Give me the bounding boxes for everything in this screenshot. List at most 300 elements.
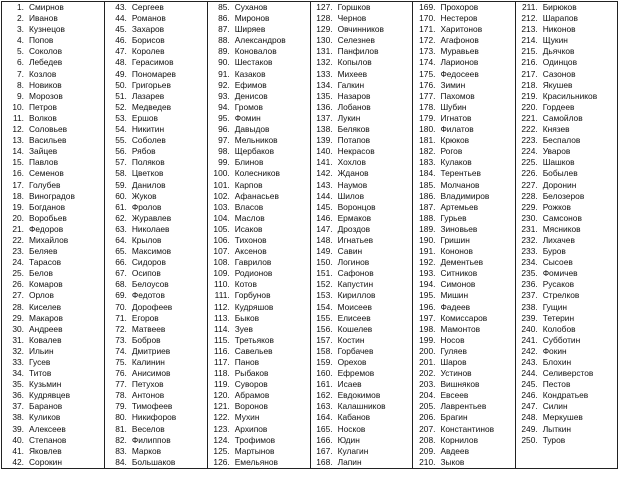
surname-cell [2, 46, 105, 57]
surname: Некрасов [337, 146, 375, 157]
surname: Панов [234, 357, 260, 367]
entry-number: 116. [214, 345, 230, 356]
table-row [2, 57, 618, 68]
surname-cell [413, 379, 515, 390]
surname: Кабанов [337, 412, 371, 423]
surname: Гусев [29, 357, 51, 367]
surname-cell [310, 246, 413, 257]
surname: Дорофеев [131, 301, 173, 312]
entry-number: 76. [115, 368, 127, 379]
surname-cell [310, 268, 413, 279]
surname: Баранов [29, 401, 63, 412]
surname-cell [2, 390, 105, 401]
entry-number: 84. [115, 456, 127, 467]
table-row [2, 290, 618, 301]
entry-number: 65. [115, 246, 127, 257]
surname: Брагин [440, 412, 468, 423]
entry-number: 218. [521, 79, 538, 90]
surname: Шилов [337, 190, 365, 201]
entry-number: 63. [115, 223, 127, 234]
surname-cell [310, 302, 413, 313]
surname: Новиков [29, 79, 62, 90]
surname: Калинин [131, 357, 165, 367]
surname: Константинов [440, 423, 495, 434]
entry-number: 79. [115, 401, 127, 412]
surname: Горбачев [337, 345, 374, 356]
surname: Никонов [542, 24, 576, 35]
entry-number: 103. [213, 201, 230, 212]
entry-number: 88. [218, 35, 230, 46]
entry-number: 29. [12, 312, 24, 323]
entry-number: 201. [419, 357, 436, 367]
surname-cell [207, 157, 310, 168]
surname: Гришин [440, 234, 470, 245]
surname-cell [515, 202, 617, 213]
surname: Нестеров [440, 13, 478, 24]
surname-cell [104, 401, 207, 412]
entry-number: 11. [12, 112, 24, 123]
entry-number: 8. [17, 79, 24, 90]
entry-number: 123. [213, 423, 230, 434]
surname-cell [207, 313, 310, 324]
surname-cell [310, 57, 413, 68]
surname-cell [104, 335, 207, 346]
table-row [2, 80, 618, 91]
entry-number: 164. [316, 412, 333, 423]
entry-number: 232. [521, 234, 538, 245]
surname-cell [104, 146, 207, 157]
surname: Ильин [29, 345, 54, 356]
entry-number: 115. [214, 334, 230, 345]
surname: Сидоров [131, 257, 166, 268]
entry-number: 34. [12, 368, 24, 379]
entry-number: 50. [115, 79, 127, 90]
surname: Беляков [337, 124, 370, 135]
entry-number: 154. [316, 301, 333, 312]
surname-cell [207, 146, 310, 157]
surname-cell [104, 346, 207, 357]
surname: Наумов [337, 179, 368, 190]
surname: Блинов [234, 157, 264, 168]
surname: Белов [29, 268, 53, 279]
entry-number: 100. [213, 168, 230, 179]
entry-number: 140. [316, 146, 333, 157]
entry-number: 180. [419, 124, 436, 135]
surname: Смирнов [29, 2, 64, 12]
entry-number: 171. [419, 24, 436, 35]
surname-cell [310, 102, 413, 113]
entry-number: 219. [521, 90, 538, 101]
surname-cell [104, 313, 207, 324]
surname: Беляев [29, 246, 58, 257]
entry-number: 1. [17, 2, 24, 12]
entry-number: 61. [115, 201, 127, 212]
surname-cell [104, 46, 207, 57]
surname: Никифоров [131, 412, 177, 423]
surname-cell [413, 401, 515, 412]
surname-cell [207, 346, 310, 357]
surname-cell [104, 224, 207, 235]
surname: Дементьев [440, 257, 484, 268]
table-row [2, 91, 618, 102]
surname: Казаков [234, 68, 266, 79]
surname-cell [104, 135, 207, 146]
surname: Гуляев [440, 345, 467, 356]
surname-cell [413, 324, 515, 335]
entry-number: 170. [419, 13, 436, 24]
surname: Дьячков [542, 46, 575, 57]
surname: Крюков [440, 135, 470, 146]
entry-number: 35. [12, 379, 24, 390]
surname: Евдокимов [337, 390, 381, 401]
surname: Гаврилов [234, 257, 272, 268]
surname-cell [207, 246, 310, 257]
entry-number: 96. [218, 124, 230, 135]
entry-number: 120. [213, 390, 230, 401]
surname: Пахомов [440, 90, 475, 101]
table-row [2, 379, 618, 390]
surname: Лазарев [131, 90, 165, 101]
surname-cell [413, 446, 515, 457]
table-row [2, 457, 618, 469]
surname-cell [2, 2, 105, 14]
surname-cell [413, 157, 515, 168]
surname-cell [104, 202, 207, 213]
entry-number: 108. [213, 257, 230, 268]
surname: Красильников [542, 90, 598, 101]
surname: Степанов [29, 434, 67, 445]
surname: Назаров [337, 90, 371, 101]
entry-number: 57. [115, 157, 127, 168]
surname: Потапов [337, 135, 371, 146]
surname: Тарасов [29, 257, 62, 268]
surname-cell [515, 224, 617, 235]
surname-cell [207, 46, 310, 57]
surname-cell [515, 346, 617, 357]
table-row [2, 24, 618, 35]
entry-number: 71. [115, 312, 127, 323]
surname-cell [2, 157, 105, 168]
surname: Носов [440, 334, 465, 345]
surname: Жданов [337, 168, 369, 179]
surname-cell [515, 268, 617, 279]
surname: Гущин [542, 301, 568, 312]
surname-cell [310, 24, 413, 35]
surname-cell [207, 202, 310, 213]
surname: Денисов [234, 90, 268, 101]
surname: Ковалев [29, 334, 62, 345]
surname: Данилов [131, 179, 166, 190]
entry-number: 191. [419, 246, 436, 257]
surname: Емельянов [234, 456, 278, 467]
surname: Рыбаков [234, 368, 269, 379]
surname-cell [207, 235, 310, 246]
surname: Петухов [131, 379, 164, 390]
surname-cell [104, 69, 207, 80]
surname-cell [2, 80, 105, 91]
surname: Никитин [131, 124, 165, 135]
entry-number: 209. [419, 445, 436, 456]
entry-number: 42. [12, 456, 24, 467]
surname: Горшков [337, 2, 371, 12]
entry-number: 49. [115, 68, 127, 79]
entry-number: 175. [419, 68, 436, 79]
surname: Туров [542, 434, 566, 445]
entry-number: 32. [12, 345, 24, 356]
surname-cell [413, 213, 515, 224]
surname-cell [515, 213, 617, 224]
entry-number: 196. [419, 301, 436, 312]
surname-cell [207, 412, 310, 423]
surname: Карпов [234, 179, 263, 190]
entry-number: 129. [316, 24, 333, 35]
entry-number: 37. [12, 401, 24, 412]
surname-cell [310, 69, 413, 80]
surname-cell [2, 424, 105, 435]
surname: Кузнецов [29, 24, 65, 35]
entry-number: 206. [419, 412, 436, 423]
surname: Богданов [29, 201, 66, 212]
entry-number: 105. [213, 223, 230, 234]
surname-cell [104, 390, 207, 401]
entry-number: 58. [115, 168, 127, 179]
surname-cell [2, 435, 105, 446]
surname-cell [104, 24, 207, 35]
surname: Дроздов [337, 223, 371, 234]
surname: Лаврентьев [440, 401, 487, 412]
entry-number: 110. [214, 279, 230, 290]
surname: Бобылев [542, 168, 578, 179]
surname-cell [2, 379, 105, 390]
surname-cell [413, 368, 515, 379]
surname: Самойлов [542, 112, 583, 123]
surname: Воронов [234, 401, 269, 412]
surname: Зыков [440, 456, 465, 467]
surname: Прохоров [440, 2, 479, 12]
surname-cell [515, 57, 617, 68]
surname-cell [104, 279, 207, 290]
surname-cell [310, 412, 413, 423]
surname-cell [515, 246, 617, 257]
entry-number: 223. [521, 135, 538, 146]
surname: Соколов [29, 46, 63, 57]
entry-number: 133. [316, 68, 333, 79]
entry-number: 111. [214, 290, 230, 301]
entry-number: 241. [521, 334, 538, 345]
table-row [2, 401, 618, 412]
table-row [2, 412, 618, 423]
surname-cell [104, 257, 207, 268]
surname: Авдеев [440, 445, 470, 456]
surname-cell [310, 146, 413, 157]
surname-cell [2, 446, 105, 457]
table-row [2, 2, 618, 14]
surname-cell [104, 379, 207, 390]
surname: Давыдов [234, 124, 270, 135]
surname: Исаев [337, 379, 362, 390]
surname: Кузьмин [29, 379, 62, 390]
surname-cell [413, 191, 515, 202]
table-row [2, 435, 618, 446]
surname: Белозеров [542, 190, 585, 201]
surname: Максимов [131, 246, 172, 257]
surname: Дмитриев [131, 345, 171, 356]
surname-cell [310, 324, 413, 335]
surname: Хохлов [337, 157, 366, 168]
surname-cell [207, 457, 310, 469]
surname: Уваров [542, 146, 571, 157]
entry-number: 187. [419, 201, 436, 212]
surname: Андреев [29, 323, 63, 334]
surname-cell [515, 168, 617, 179]
entry-number: 132. [316, 57, 333, 68]
surname-cell [310, 46, 413, 57]
surname-cell [207, 13, 310, 24]
surname: Петров [29, 101, 57, 112]
entry-number: 190. [419, 234, 436, 245]
surname-cell [413, 313, 515, 324]
entry-number: 162. [316, 390, 333, 401]
surname-cell [515, 390, 617, 401]
surname: Цветков [131, 168, 164, 179]
surname: Кудрявцев [29, 390, 71, 401]
surname: Щербаков [234, 146, 275, 157]
surname: Медведев [131, 101, 172, 112]
surname-cell [207, 279, 310, 290]
table-row [2, 268, 618, 279]
table-row [2, 46, 618, 57]
table-row [2, 146, 618, 157]
surname: Шубин [440, 101, 467, 112]
entry-number: 142. [316, 168, 333, 179]
entry-number: 121. [213, 401, 230, 412]
surname: Кулаков [440, 157, 472, 168]
surname: Осипов [131, 268, 161, 279]
surname: Белоусов [131, 279, 169, 290]
entry-number: 192. [419, 257, 436, 268]
table-row [2, 324, 618, 335]
entry-number: 205. [419, 401, 436, 412]
surname-cell [515, 357, 617, 368]
entry-number: 221. [521, 112, 538, 123]
entry-number: 138. [316, 124, 333, 135]
surname: Комаров [29, 279, 63, 290]
entry-number: 101. [213, 179, 230, 190]
entry-number: 20. [12, 212, 24, 223]
entry-number: 10. [12, 101, 24, 112]
surname-cell [310, 191, 413, 202]
entry-number: 217. [521, 68, 538, 79]
surname: Панфилов [337, 46, 379, 57]
surname: Архипов [234, 423, 268, 434]
entry-number: 64. [115, 234, 127, 245]
entry-number: 122. [213, 412, 230, 423]
surname-cell [2, 279, 105, 290]
entry-number: 75. [115, 357, 127, 367]
surname: Александров [234, 35, 286, 46]
surname: Мартынов [234, 445, 275, 456]
surname: Филиппов [131, 434, 171, 445]
surname-cell [413, 24, 515, 35]
entry-number: 220. [521, 101, 538, 112]
surname-cell [515, 35, 617, 46]
entry-number: 177. [419, 90, 436, 101]
surname: Попов [29, 35, 54, 46]
surname-cell [207, 446, 310, 457]
entry-number: 222. [521, 124, 538, 135]
surname: Киселев [29, 301, 62, 312]
surname: Королев [131, 46, 165, 57]
surname: Сысоев [542, 257, 573, 268]
entry-number: 239. [521, 312, 538, 323]
entry-number: 153. [316, 290, 333, 301]
table-row [2, 346, 618, 357]
entry-number: 91. [218, 68, 230, 79]
entry-number: 94. [218, 101, 230, 112]
surname: Суханов [234, 2, 268, 12]
surname: Доронин [542, 179, 577, 190]
surname: Ефимов [234, 79, 267, 90]
surname-cell [207, 224, 310, 235]
surname-cell [515, 102, 617, 113]
entry-number: 137. [316, 112, 333, 123]
entry-number: 244. [521, 368, 538, 379]
surname: Ермаков [337, 212, 372, 223]
surname: Родионов [234, 268, 273, 279]
entry-number: 188. [419, 212, 436, 223]
surname: Владимиров [440, 190, 490, 201]
surname-cell [104, 157, 207, 168]
surname: Антонов [131, 390, 165, 401]
entry-number: 33. [12, 357, 24, 367]
entry-number: 72. [115, 323, 127, 334]
entry-number: 46. [115, 35, 127, 46]
surname-cell [207, 113, 310, 124]
entry-number: 124. [213, 434, 230, 445]
surname-cell [515, 446, 617, 457]
surname: Копылов [337, 57, 372, 68]
surname-cell [413, 302, 515, 313]
surname-cell [2, 180, 105, 191]
entry-number: 43. [115, 2, 127, 12]
entry-number: 107. [213, 246, 230, 257]
entry-number: 197. [419, 312, 436, 323]
table-row [2, 368, 618, 379]
entry-number: 60. [115, 190, 127, 201]
surname-cell [104, 246, 207, 257]
surname-cell [207, 290, 310, 301]
surname-cell [310, 135, 413, 146]
surname-cell [207, 124, 310, 135]
entry-number: 213. [521, 24, 538, 35]
surname-cell [207, 91, 310, 102]
surname-cell [207, 302, 310, 313]
entry-number: 207. [419, 423, 436, 434]
entry-number: 228. [521, 190, 538, 201]
surname-cell [413, 91, 515, 102]
surname: Громов [234, 101, 263, 112]
entry-number: 179. [419, 112, 436, 123]
entry-number: 44. [115, 13, 127, 24]
entry-number: 139. [316, 135, 333, 146]
table-row [2, 135, 618, 146]
entry-number: 211. [522, 2, 538, 12]
table-row [2, 157, 618, 168]
entry-number: 178. [419, 101, 436, 112]
surname: Капустин [337, 279, 374, 290]
surname-cell [207, 357, 310, 368]
entry-number: 2. [17, 13, 24, 24]
